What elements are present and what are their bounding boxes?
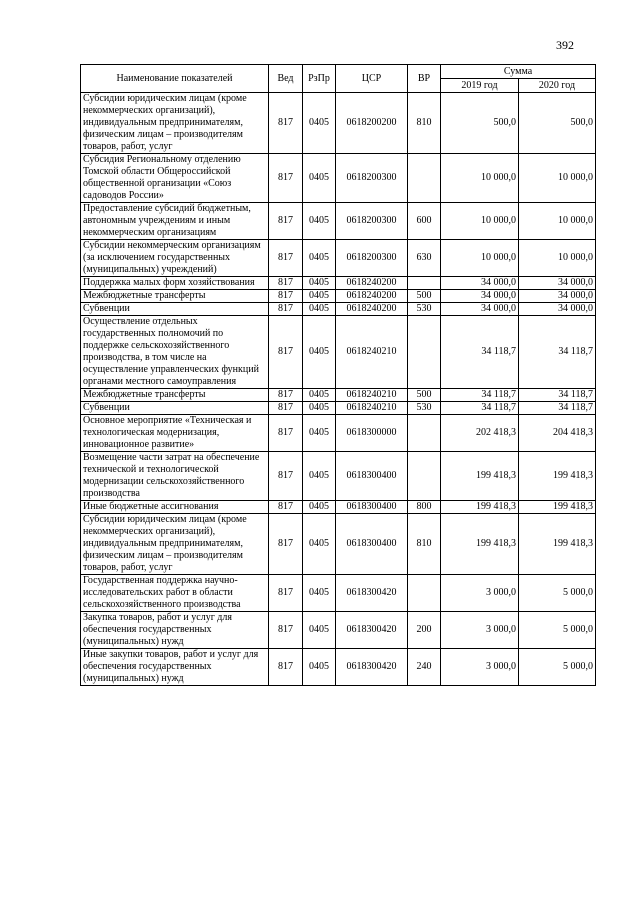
- cell-rzpr: 0405: [303, 154, 336, 203]
- cell-rzpr: 0405: [303, 203, 336, 240]
- cell-ved: 817: [269, 93, 303, 154]
- cell-csr: 0618240210: [336, 316, 408, 389]
- cell-csr: 0618200300: [336, 154, 408, 203]
- cell-csr: 0618300400: [336, 501, 408, 514]
- cell-name: Межбюджетные трансферты: [81, 290, 269, 303]
- cell-vr: 810: [408, 514, 441, 575]
- cell-ved: 817: [269, 203, 303, 240]
- cell-2019: 34 118,7: [441, 316, 519, 389]
- cell-name: Основное мероприятие «Техническая и технологическая модернизация, инновационное развитие»: [81, 415, 269, 452]
- table-row: [81, 240, 596, 277]
- cell-ved: 817: [269, 612, 303, 649]
- cell-name: Иные бюджетные ассигнования: [81, 501, 269, 514]
- cell-vr: 500: [408, 389, 441, 402]
- cell-name: Межбюджетные трансферты: [81, 389, 269, 402]
- cell-2020: 199 418,3: [519, 501, 596, 514]
- cell-ved: 817: [269, 303, 303, 316]
- table-row: [81, 203, 596, 240]
- cell-csr: 0618200300: [336, 240, 408, 277]
- cell-ved: 817: [269, 290, 303, 303]
- cell-vr: [408, 452, 441, 501]
- cell-name: Субвенции: [81, 303, 269, 316]
- cell-rzpr: 0405: [303, 501, 336, 514]
- cell-2020: 10 000,0: [519, 154, 596, 203]
- header-csr: ЦСР: [336, 65, 408, 93]
- cell-ved: 817: [269, 389, 303, 402]
- cell-name: Субсидия Региональному отделению Томской области Общероссийской общественной организации «Союз садоводов России»: [81, 154, 269, 203]
- table-body: [81, 93, 596, 686]
- cell-2020: 5 000,0: [519, 612, 596, 649]
- cell-csr: 0618200200: [336, 93, 408, 154]
- table-row: [81, 452, 596, 501]
- cell-csr: 0618240210: [336, 402, 408, 415]
- cell-2019: 10 000,0: [441, 240, 519, 277]
- cell-name: Субвенции: [81, 402, 269, 415]
- cell-2019: 3 000,0: [441, 575, 519, 612]
- cell-rzpr: 0405: [303, 277, 336, 290]
- cell-2020: 199 418,3: [519, 452, 596, 501]
- cell-ved: 817: [269, 452, 303, 501]
- cell-vr: 810: [408, 93, 441, 154]
- cell-2019: 34 000,0: [441, 303, 519, 316]
- cell-vr: 800: [408, 501, 441, 514]
- header-sum: Сумма: [441, 65, 596, 79]
- cell-csr: 0618200300: [336, 203, 408, 240]
- table-row: [81, 612, 596, 649]
- cell-rzpr: 0405: [303, 93, 336, 154]
- table-row: [81, 277, 596, 290]
- table-row: [81, 575, 596, 612]
- cell-rzpr: 0405: [303, 514, 336, 575]
- cell-ved: 817: [269, 154, 303, 203]
- cell-rzpr: 0405: [303, 316, 336, 389]
- cell-csr: 0618300420: [336, 575, 408, 612]
- cell-ved: 817: [269, 575, 303, 612]
- cell-vr: 500: [408, 290, 441, 303]
- cell-csr: 0618240200: [336, 303, 408, 316]
- cell-vr: 240: [408, 649, 441, 686]
- cell-vr: [408, 575, 441, 612]
- table-row: [81, 402, 596, 415]
- cell-2019: 10 000,0: [441, 154, 519, 203]
- cell-csr: 0618300420: [336, 649, 408, 686]
- cell-vr: [408, 154, 441, 203]
- cell-vr: 600: [408, 203, 441, 240]
- cell-2020: 10 000,0: [519, 203, 596, 240]
- cell-ved: 817: [269, 402, 303, 415]
- cell-2020: 500,0: [519, 93, 596, 154]
- table-row: [81, 501, 596, 514]
- cell-2019: 3 000,0: [441, 612, 519, 649]
- cell-2020: 34 118,7: [519, 316, 596, 389]
- cell-rzpr: 0405: [303, 649, 336, 686]
- cell-name: Возмещение части затрат на обеспечение технической и технологической модернизации сельскохозяйственного производства: [81, 452, 269, 501]
- cell-2019: 34 118,7: [441, 389, 519, 402]
- cell-2019: 34 118,7: [441, 402, 519, 415]
- header-2019: 2019 год: [441, 79, 519, 93]
- cell-2019: 199 418,3: [441, 514, 519, 575]
- budget-table: [80, 64, 596, 686]
- cell-2020: 5 000,0: [519, 575, 596, 612]
- cell-2019: 500,0: [441, 93, 519, 154]
- cell-2020: 34 000,0: [519, 290, 596, 303]
- table-row: [81, 290, 596, 303]
- cell-2019: 199 418,3: [441, 501, 519, 514]
- cell-2020: 34 000,0: [519, 277, 596, 290]
- cell-ved: 817: [269, 316, 303, 389]
- cell-name: Поддержка малых форм хозяйствования: [81, 277, 269, 290]
- cell-ved: 817: [269, 514, 303, 575]
- cell-2019: 10 000,0: [441, 203, 519, 240]
- cell-vr: 530: [408, 303, 441, 316]
- header-ved: Вед: [269, 65, 303, 93]
- cell-vr: [408, 415, 441, 452]
- cell-2019: 34 000,0: [441, 277, 519, 290]
- cell-csr: 0618240200: [336, 290, 408, 303]
- cell-name: Государственная поддержка научно-исследовательских работ в области сельскохозяйственного производства: [81, 575, 269, 612]
- cell-ved: 817: [269, 649, 303, 686]
- cell-name: Субсидии некоммерческим организациям (за исключением государственных (муниципальных) учреждений): [81, 240, 269, 277]
- cell-name: Иные закупки товаров, работ и услуг для обеспечения государственных (муниципальных) нужд: [81, 649, 269, 686]
- cell-2019: 199 418,3: [441, 452, 519, 501]
- cell-vr: 530: [408, 402, 441, 415]
- cell-ved: 817: [269, 501, 303, 514]
- cell-2019: 34 000,0: [441, 290, 519, 303]
- cell-csr: 0618300400: [336, 452, 408, 501]
- cell-name: Осуществление отдельных государственных полномочий по поддержке сельскохозяйственного производства, в том числе на осуществление управленческих функций органами местного самоуправления: [81, 316, 269, 389]
- table-row: [81, 316, 596, 389]
- cell-vr: 630: [408, 240, 441, 277]
- header-2020: 2020 год: [519, 79, 596, 93]
- cell-rzpr: 0405: [303, 402, 336, 415]
- header-rzpr: РзПр: [303, 65, 336, 93]
- cell-rzpr: 0405: [303, 303, 336, 316]
- cell-2019: 202 418,3: [441, 415, 519, 452]
- cell-2020: 199 418,3: [519, 514, 596, 575]
- cell-2020: 204 418,3: [519, 415, 596, 452]
- cell-rzpr: 0405: [303, 290, 336, 303]
- cell-rzpr: 0405: [303, 612, 336, 649]
- cell-vr: 200: [408, 612, 441, 649]
- cell-name: Предоставление субсидий бюджетным, автономным учреждениям и иным некоммерческим организациям: [81, 203, 269, 240]
- cell-2020: 5 000,0: [519, 649, 596, 686]
- cell-rzpr: 0405: [303, 415, 336, 452]
- cell-vr: [408, 277, 441, 290]
- table-row: [81, 415, 596, 452]
- cell-ved: 817: [269, 415, 303, 452]
- cell-csr: 0618300420: [336, 612, 408, 649]
- cell-name: Субсидии юридическим лицам (кроме некоммерческих организаций), индивидуальным предпринимателям, физическим лицам – производителям товаров, работ, услуг: [81, 93, 269, 154]
- table-row: [81, 389, 596, 402]
- table-row: [81, 649, 596, 686]
- cell-rzpr: 0405: [303, 389, 336, 402]
- cell-csr: 0618240200: [336, 277, 408, 290]
- header-name: Наименование показателей: [81, 65, 269, 93]
- cell-vr: [408, 316, 441, 389]
- cell-rzpr: 0405: [303, 240, 336, 277]
- table-row: [81, 154, 596, 203]
- cell-csr: 0618300400: [336, 514, 408, 575]
- cell-csr: 0618240210: [336, 389, 408, 402]
- cell-name: Закупка товаров, работ и услуг для обеспечения государственных (муниципальных) нужд: [81, 612, 269, 649]
- table-row: [81, 514, 596, 575]
- header-vr: ВР: [408, 65, 441, 93]
- cell-2019: 3 000,0: [441, 649, 519, 686]
- table-row: [81, 93, 596, 154]
- cell-ved: 817: [269, 277, 303, 290]
- cell-csr: 0618300000: [336, 415, 408, 452]
- page-number: 392: [556, 38, 574, 52]
- cell-rzpr: 0405: [303, 452, 336, 501]
- cell-2020: 34 118,7: [519, 389, 596, 402]
- table-row: [81, 303, 596, 316]
- cell-ved: 817: [269, 240, 303, 277]
- cell-2020: 34 118,7: [519, 402, 596, 415]
- cell-2020: 10 000,0: [519, 240, 596, 277]
- cell-name: Субсидии юридическим лицам (кроме некоммерческих организаций), индивидуальным предпринимателям, физическим лицам – производителям товаров, работ, услуг: [81, 514, 269, 575]
- cell-2020: 34 000,0: [519, 303, 596, 316]
- cell-rzpr: 0405: [303, 575, 336, 612]
